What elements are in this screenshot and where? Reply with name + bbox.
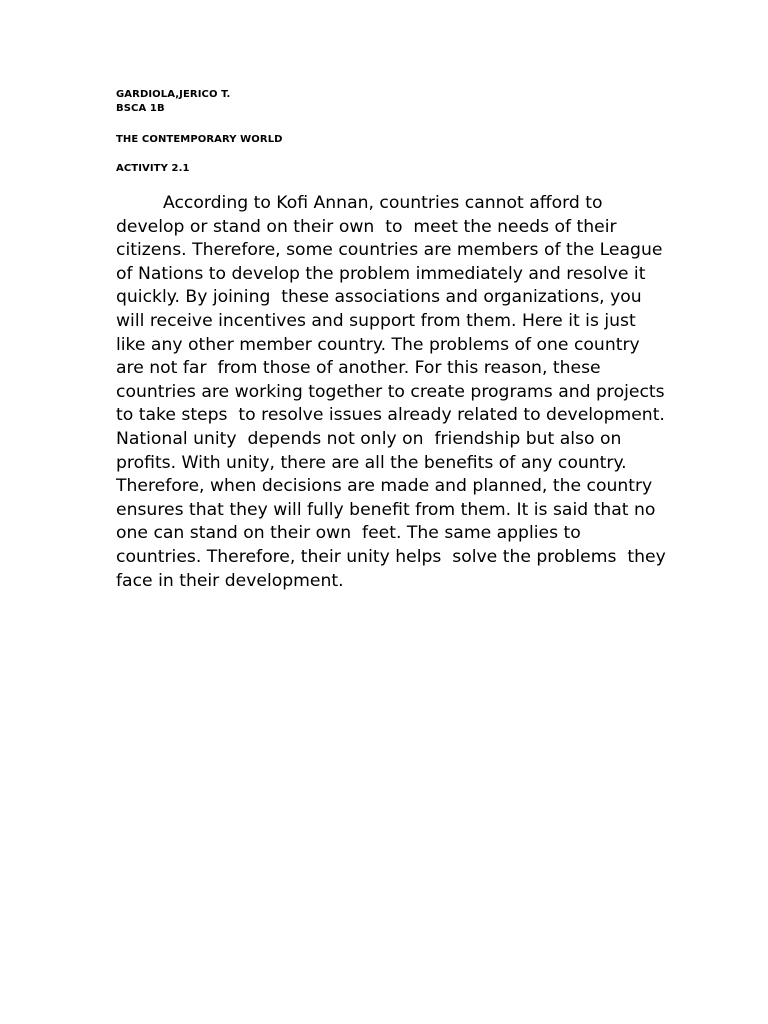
paragraph-line: Therefore, when decisions are made and planned, the country	[116, 476, 653, 497]
paragraph-line: citizens. Therefore, some countries are members of the League	[116, 240, 663, 261]
paragraph-line: ensures that they will fully benefit from them. It is said that no	[116, 499, 656, 520]
paragraph-line: quickly. By joining these associations and organizations, you	[116, 287, 642, 308]
paragraph-line: like any other member country. The problems of one country	[116, 334, 640, 355]
paragraph-line: of Nations to develop the problem immediately and resolve it	[116, 263, 646, 284]
paragraph-line: develop or stand on their own to meet the needs of their	[116, 216, 617, 237]
paragraph-line: National unity depends not only on friendship but also on	[116, 428, 622, 449]
subject-title: THE CONTEMPORARY WORLD	[116, 134, 283, 145]
paragraph-line: countries. Therefore, their unity helps solve the problems they	[116, 546, 666, 567]
paragraph-line: profits. With unity, there are all the benefits of any country.	[116, 452, 627, 473]
student-section: BSCA 1B	[116, 103, 165, 114]
paragraph-line: face in their development.	[116, 570, 344, 591]
paragraph-line: to take steps to resolve issues already related to development.	[116, 405, 665, 426]
activity-label: ACTIVITY 2.1	[116, 163, 190, 174]
essay-paragraph	[116, 192, 666, 593]
student-name: GARDIOLA,JERICO T.	[116, 89, 231, 100]
paragraph-line: one can stand on their own feet. The same applies to	[116, 523, 581, 544]
paragraph-line: will receive incentives and support from them. Here it is just	[116, 310, 636, 331]
paragraph-line: are not far from those of another. For this reason, these	[116, 358, 601, 379]
paragraph-line: countries are working together to create programs and projects	[116, 381, 665, 402]
paragraph-line: According to Kofi Annan, countries cannot afford to	[163, 193, 603, 213]
